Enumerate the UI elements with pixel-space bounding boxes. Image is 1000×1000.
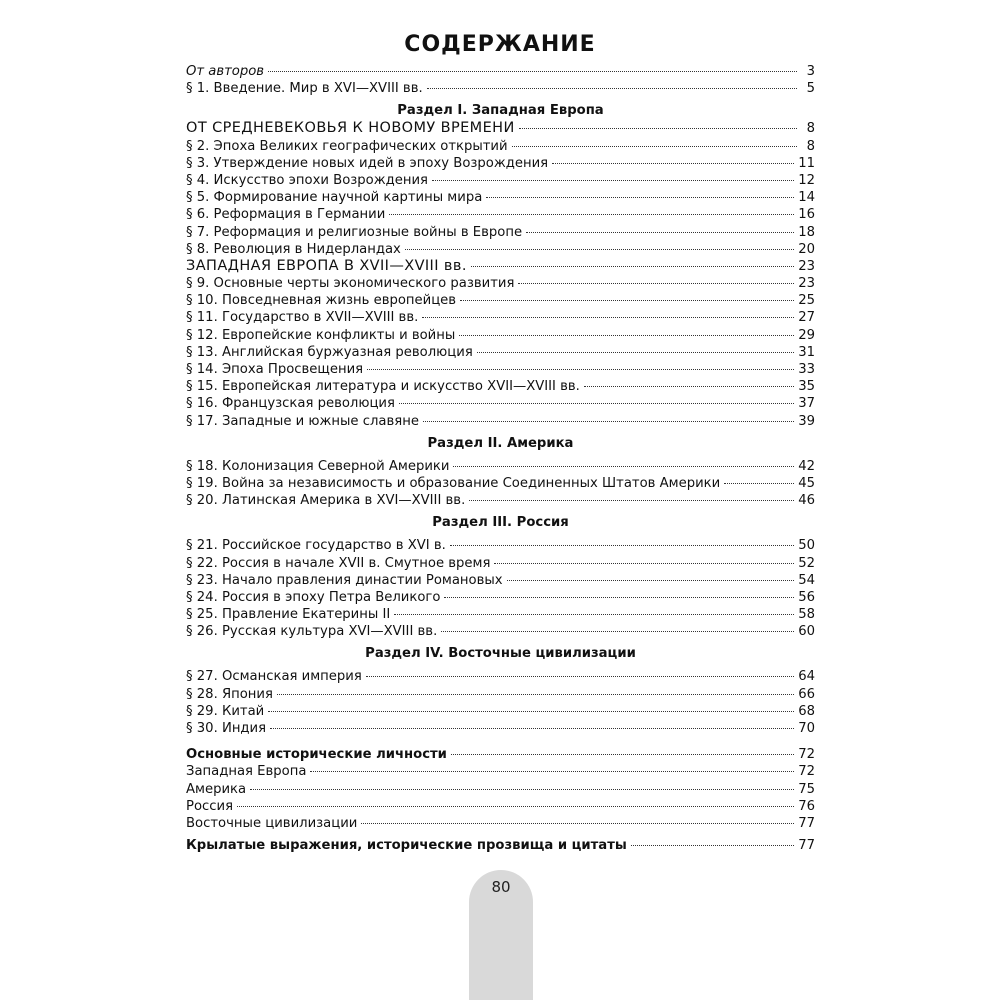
dot-leader <box>268 71 797 72</box>
toc-page-number: 60 <box>798 624 815 640</box>
dot-leader <box>394 614 794 615</box>
dot-leader <box>453 466 794 467</box>
toc-page-number: 23 <box>798 276 815 292</box>
toc-part-title[interactable] <box>186 258 815 275</box>
toc-page-number: 76 <box>798 798 815 814</box>
toc-page-number: 75 <box>798 781 815 797</box>
dot-leader <box>432 180 794 181</box>
toc-page-number: 20 <box>798 241 815 257</box>
table-of-contents <box>186 63 815 854</box>
toc-entry[interactable] <box>186 361 815 378</box>
dot-leader <box>631 845 794 846</box>
toc-page-number: 23 <box>798 258 815 274</box>
toc-entry[interactable] <box>186 572 815 589</box>
toc-page-number: 3 <box>806 64 815 79</box>
toc-entry[interactable] <box>186 555 815 572</box>
toc-entry[interactable] <box>186 206 815 223</box>
toc-page-number: 72 <box>798 747 815 763</box>
toc-entry-label: § 6. Реформация в Германии <box>186 207 386 223</box>
toc-entry-label: § 29. Китай <box>186 703 265 719</box>
toc-entry-label: От авторов <box>186 64 265 79</box>
toc-entry[interactable] <box>186 703 815 720</box>
dot-leader <box>270 728 794 729</box>
toc-page-number: 11 <box>798 155 815 171</box>
toc-entry-label: § 21. Российское государство в XVI в. <box>186 538 446 554</box>
dot-leader <box>389 214 794 215</box>
toc-entry-label: § 27. Османская империя <box>186 669 362 685</box>
toc-entry-label: § 4. Искусство эпохи Возрождения <box>186 172 428 188</box>
toc-entry[interactable] <box>186 172 815 189</box>
toc-entry-label: § 19. Война за независимость и образование Соединенных Штатов Америки <box>186 475 721 491</box>
toc-entry[interactable] <box>186 413 815 430</box>
toc-page-number: 16 <box>798 207 815 223</box>
toc-entry-label: § 11. Государство в XVII—XVIII вв. <box>186 310 419 326</box>
toc-entry-label: § 28. Япония <box>186 686 273 702</box>
dot-leader <box>444 597 794 598</box>
section-heading: Раздел III. Россия <box>432 515 569 531</box>
toc-page-number: 56 <box>798 589 815 605</box>
section-heading: Раздел II. Америка <box>427 435 574 451</box>
dot-leader <box>486 197 794 198</box>
dot-leader <box>519 128 797 129</box>
toc-entry[interactable] <box>186 395 815 412</box>
dot-leader <box>361 823 794 824</box>
toc-page-number: 77 <box>798 815 815 831</box>
toc-entry-label: § 26. Русская культура XVI—XVIII вв. <box>186 624 438 640</box>
toc-page-number: 70 <box>798 721 815 736</box>
toc-entry[interactable] <box>186 275 815 292</box>
toc-page-number: 29 <box>798 327 815 343</box>
toc-entry-label: § 16. Французская революция <box>186 396 395 412</box>
toc-entry[interactable] <box>186 309 815 326</box>
toc-page-number: 72 <box>798 764 815 780</box>
dot-leader <box>405 249 794 250</box>
toc-entry-label: § 14. Эпоха Просвещения <box>186 362 364 377</box>
dot-leader <box>422 317 794 318</box>
dot-leader <box>268 711 794 712</box>
toc-entry-label: ЗАПАДНАЯ ЕВРОПА В XVII—XVIII вв. <box>186 257 467 274</box>
toc-entry[interactable] <box>186 458 815 475</box>
dot-leader <box>724 483 794 484</box>
toc-entry[interactable] <box>186 189 815 206</box>
toc-entry[interactable] <box>186 241 815 258</box>
dot-leader <box>469 500 794 501</box>
toc-page-number: 64 <box>798 669 815 685</box>
toc-entry-label: § 30. Индия <box>186 721 267 736</box>
toc-page-number: 25 <box>798 293 815 309</box>
toc-entry[interactable] <box>186 492 815 509</box>
toc-entry[interactable] <box>186 720 815 737</box>
toc-page-number: 68 <box>798 703 815 719</box>
toc-appendix-quotes[interactable] <box>186 837 815 854</box>
toc-page-number: 66 <box>798 686 815 702</box>
toc-entry[interactable] <box>186 327 815 344</box>
toc-entry-label: § 18. Колонизация Северной Америки <box>186 458 450 474</box>
dot-leader <box>310 771 794 772</box>
toc-page-number: 5 <box>806 81 815 97</box>
toc-page-number: 31 <box>798 344 815 360</box>
dot-leader <box>367 369 794 370</box>
toc-entry-label: ОТ СРЕДНЕВЕКОВЬЯ К НОВОМУ ВРЕМЕНИ <box>186 120 515 137</box>
toc-page-number: 42 <box>798 458 815 474</box>
toc-entry-label: § 15. Европейская литература и искусство XVII—XVIII вв. <box>186 379 580 395</box>
toc-entry[interactable] <box>186 155 815 172</box>
toc-entry[interactable] <box>186 80 815 97</box>
toc-entry[interactable] <box>186 668 815 685</box>
toc-page-number: 54 <box>798 572 815 588</box>
toc-page-number: 77 <box>798 838 815 854</box>
toc-entry-label: § 23. Начало правления династии Романовых <box>186 572 503 588</box>
toc-entry-label: § 10. Повседневная жизнь европейцев <box>186 293 457 309</box>
toc-entry-label: § 24. Россия в эпоху Петра Великого <box>186 589 441 605</box>
dot-leader <box>518 283 794 284</box>
toc-page-number: 27 <box>798 310 815 326</box>
dot-leader <box>584 386 794 387</box>
toc-entry-label: § 3. Утверждение новых идей в эпоху Возрождения <box>186 155 549 171</box>
toc-entry[interactable] <box>186 815 815 832</box>
toc-entry-label: Америка <box>186 781 247 797</box>
page-number-tab <box>469 870 533 1000</box>
toc-entry[interactable] <box>186 798 815 815</box>
toc-entry[interactable] <box>186 292 815 309</box>
toc-page-number: 39 <box>798 413 815 429</box>
toc-entry[interactable] <box>186 686 815 703</box>
toc-entry-label: § 20. Латинская Америка в XVI—XVIII вв. <box>186 493 466 509</box>
dot-leader <box>399 403 794 404</box>
toc-page-number: 12 <box>798 172 815 188</box>
toc-entry[interactable] <box>186 475 815 492</box>
toc-entry-label: § 5. Формирование научной картины мира <box>186 190 483 206</box>
toc-entry-label: Восточные цивилизации <box>186 815 358 831</box>
dot-leader <box>507 580 795 581</box>
toc-entry-label: § 9. Основные черты экономического развития <box>186 276 515 292</box>
toc-entry[interactable] <box>186 589 815 606</box>
toc-page-number: 18 <box>798 224 815 240</box>
page-title: СОДЕРЖАНИЕ <box>404 32 596 57</box>
toc-entry-authors[interactable] <box>186 63 815 80</box>
toc-page-number: 58 <box>798 607 815 623</box>
toc-entry-label: Россия <box>186 798 234 814</box>
toc-entry-label: § 2. Эпоха Великих географических открытий <box>186 138 508 154</box>
toc-page-number: 33 <box>798 362 815 377</box>
section-heading: Раздел IV. Восточные цивилизации <box>365 646 636 662</box>
dot-leader <box>460 300 794 301</box>
toc-entry-label: Западная Европа <box>186 764 307 780</box>
dot-leader <box>366 676 794 677</box>
dot-leader <box>471 266 794 267</box>
toc-appendix-persons[interactable] <box>186 746 815 763</box>
toc-page-number: 46 <box>798 493 815 509</box>
toc-entry[interactable] <box>186 606 815 623</box>
toc-entry[interactable] <box>186 763 815 780</box>
dot-leader <box>250 789 794 790</box>
dot-leader <box>459 335 794 336</box>
section-heading: Раздел I. Западная Европа <box>397 103 604 119</box>
toc-part-title[interactable] <box>186 120 815 137</box>
toc-page-number: 8 <box>806 121 815 137</box>
toc-page-number: 8 <box>806 138 815 154</box>
dot-leader <box>450 545 794 546</box>
toc-entry-label: § 7. Реформация и религиозные войны в Европе <box>186 224 523 240</box>
dot-leader <box>277 694 794 695</box>
toc-entry[interactable] <box>186 378 815 395</box>
toc-entry-label: Крылатые выражения, исторические прозвища и цитаты <box>186 838 627 854</box>
toc-entry-label: Основные исторические личности <box>186 747 447 763</box>
dot-leader <box>451 754 794 755</box>
dot-leader <box>441 631 794 632</box>
dot-leader <box>427 88 797 89</box>
toc-entry-label: § 22. Россия в начале XVII в. Смутное время <box>186 555 491 571</box>
toc-entry-label: § 17. Западные и южные славяне <box>186 413 419 429</box>
toc-entry-label: § 25. Правление Екатерины II <box>186 607 391 623</box>
page-number: 80 <box>491 878 511 896</box>
toc-entry[interactable] <box>186 344 815 361</box>
toc-page-number: 14 <box>798 190 815 206</box>
toc-page-number: 45 <box>798 475 815 491</box>
dot-leader <box>237 806 794 807</box>
toc-entry-label: § 12. Европейские конфликты и войны <box>186 327 456 343</box>
toc-page-number: 50 <box>798 538 815 554</box>
dot-leader <box>477 352 794 353</box>
toc-page-number: 35 <box>798 379 815 395</box>
toc-entry-label: § 8. Революция в Нидерландах <box>186 241 401 257</box>
dot-leader <box>512 146 797 147</box>
toc-page-number: 37 <box>798 396 815 412</box>
dot-leader <box>423 421 794 422</box>
toc-entry[interactable] <box>186 138 815 155</box>
dot-leader <box>494 563 794 564</box>
dot-leader <box>526 232 794 233</box>
dot-leader <box>552 163 794 164</box>
toc-page-number: 52 <box>798 555 815 571</box>
toc-entry[interactable] <box>186 623 815 640</box>
toc-entry[interactable] <box>186 781 815 798</box>
toc-entry-label: § 1. Введение. Мир в XVI—XVIII вв. <box>186 81 423 97</box>
toc-entry-label: § 13. Английская буржуазная революция <box>186 344 473 360</box>
toc-entry[interactable] <box>186 224 815 241</box>
toc-entry[interactable] <box>186 537 815 554</box>
